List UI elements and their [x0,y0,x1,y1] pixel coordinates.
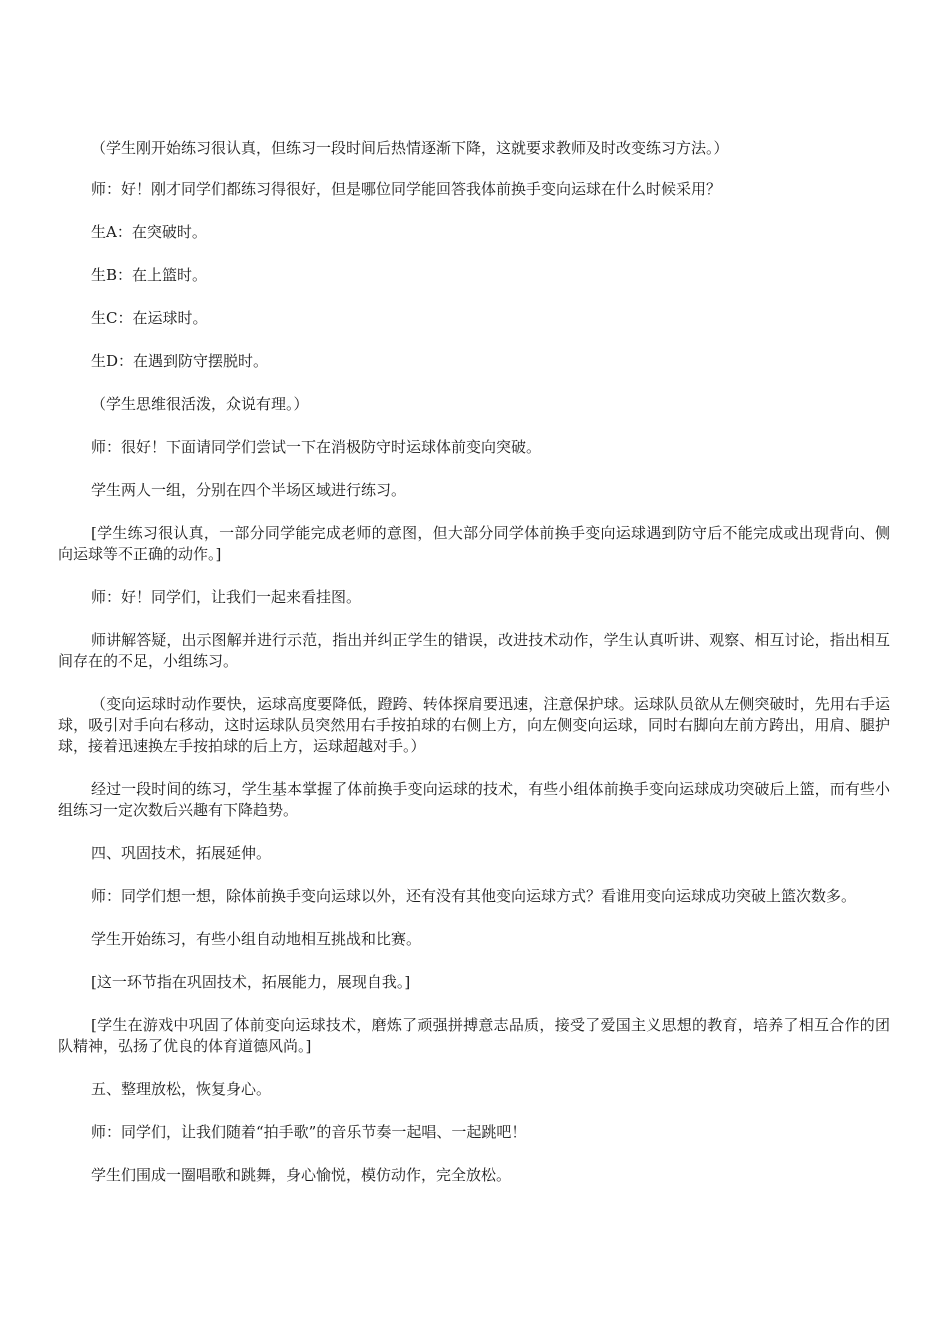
paragraph-students-relax: 学生们围成一圈唱歌和跳舞，身心愉悦，模仿动作，完全放松。 [91,1166,512,1184]
paragraph-student-b: 生B：在上篮时。 [91,266,208,284]
paragraph-student-d: 生D：在遇到防守摆脱时。 [91,352,269,370]
paragraph-teacher-song: 师：同学们，让我们随着“拍手歌”的音乐节奏一起唱、一起跳吧！ [91,1123,527,1141]
paragraph-pair-practice: 学生两人一组，分别在四个半场区域进行练习。 [91,481,407,499]
paragraph-students-compete: 学生开始练习，有些小组自动地相互挑战和比赛。 [91,930,422,948]
paragraph-practice-note: [学生练习很认真，一部分同学能完成老师的意图，但大部分同学体前换手变向运球遇到防守后不能完成或出现背向、侧向运球等不正确的动作。] [58,524,890,563]
paragraph-teacher-explain: 师讲解答疑，出示图解并进行示范，指出并纠正学生的错误，改进技术动作，学生认真听讲、观察、相互讨论，指出相互间存在的不足，小组练习。 [58,631,890,670]
paragraph-teacher-challenge: 师：同学们想一想，除体前换手变向运球以外，还有没有其他变向运球方式？看谁用变向运球成功突破上篮次数多。 [91,887,857,905]
section-heading-four: 四、巩固技术，拓展延伸。 [91,844,272,862]
document-page [58,138,890,1208]
paragraph-student-a: 生A：在突破时。 [91,223,207,241]
paragraph-stage-outcome: [学生在游戏中巩固了体前变向运球技术，磨炼了顽强拼搏意志品质，接受了爱国主义思想的教育，培养了相互合作的团队精神，弘扬了优良的体育道德风尚。] [58,1016,890,1055]
paragraph-observation-1: （学生刚开始练习很认真，但练习一段时间后热情逐渐下降，这就要求教师及时改变练习方法。） [91,139,729,157]
paragraph-student-c: 生C：在运球时。 [91,309,208,327]
paragraph-teacher-chart: 师：好！同学们，让我们一起来看挂图。 [91,588,362,606]
paragraph-stage-purpose: [这一环节指在巩固技术，拓展能力，展现自我。] [91,973,411,991]
paragraph-observation-2: （学生思维很活泼，众说有理。） [91,395,309,413]
paragraph-technique-notes: （变向运球时动作要快，运球高度要降低，蹬跨、转体探肩要迅速，注意保护球。运球队员欲从左侧突破时，先用右手运球，吸引对手向右移动，这时运球队员突然用右手按拍球的右侧上方，向左侧变向运球，同时右脚向左前方跨出，用肩、腿护球，接着迅速换左手按拍球的后上方，运球超越对手。） [58,695,890,755]
paragraph-teacher-question: 师：好！刚才同学们都练习得很好，但是哪位同学能回答我体前换手变向运球在什么时候采用？ [91,180,722,198]
paragraph-teacher-instruction: 师：很好！下面请同学们尝试一下在消极防守时运球体前变向突破。 [91,438,542,456]
paragraph-practice-result: 经过一段时间的练习，学生基本掌握了体前换手变向运球的技术，有些小组体前换手变向运球成功突破后上篮，而有些小组练习一定次数后兴趣有下降趋势。 [58,780,890,819]
section-heading-five: 五、整理放松，恢复身心。 [91,1080,272,1098]
